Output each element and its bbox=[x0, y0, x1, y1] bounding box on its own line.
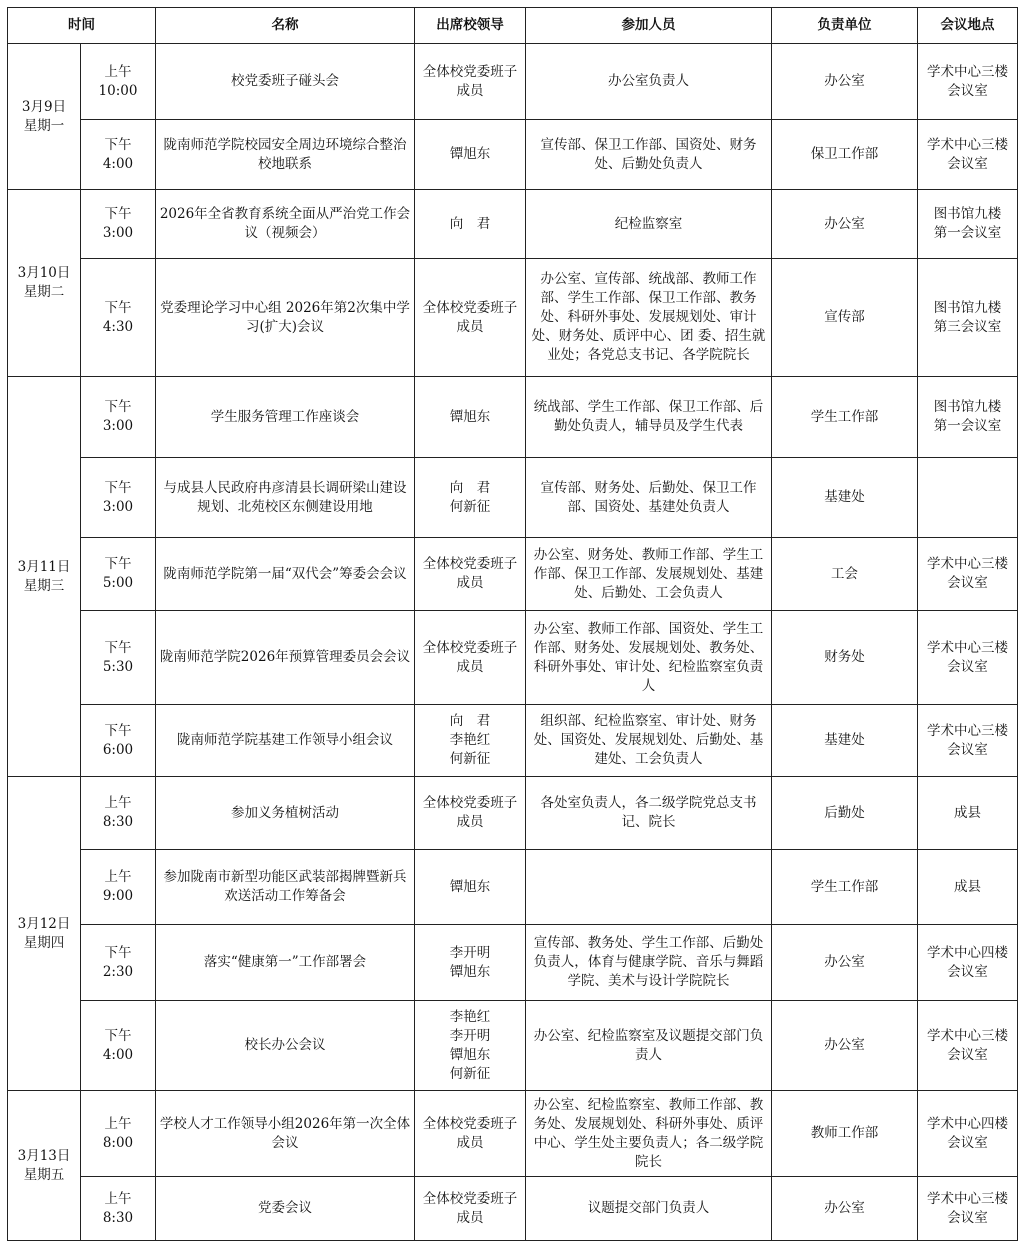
header-name: 名称 bbox=[156, 8, 415, 44]
unit-cell: 办公室 bbox=[772, 925, 918, 1001]
location-cell: 学术中心三楼 会议室 bbox=[918, 611, 1018, 705]
participants-cell: 各处室负责人，各二级学院党总支书记、院长 bbox=[526, 777, 772, 850]
participants-cell: 宣传部、财务处、后勤处、保卫工作部、国资处、基建处负责人 bbox=[526, 458, 772, 538]
time-cell: 下午 4:00 bbox=[81, 1001, 156, 1091]
leader-cell: 全体校党委班子 成员 bbox=[415, 777, 526, 850]
header-time: 时间 bbox=[8, 8, 156, 44]
table-row bbox=[8, 1001, 1018, 1091]
time-cell: 下午 6:00 bbox=[81, 705, 156, 777]
location-cell: 学术中心三楼 会议室 bbox=[918, 44, 1018, 120]
time-cell: 下午 3:00 bbox=[81, 458, 156, 538]
meeting-schedule-table bbox=[7, 7, 1018, 1241]
leader-cell: 全体校党委班子 成员 bbox=[415, 1091, 526, 1177]
unit-cell: 基建处 bbox=[772, 458, 918, 538]
table-row bbox=[8, 1177, 1018, 1241]
leader-cell: 镡旭东 bbox=[415, 377, 526, 458]
participants-cell: 办公室、宣传部、统战部、教师工作部、学生工作部、保卫工作部、教务处、科研外事处、发展规划处、审计处、财务处、质评中心、团 委、招生就业处；各党总支书记、各学院院长 bbox=[526, 259, 772, 377]
table-row bbox=[8, 377, 1018, 458]
table-row bbox=[8, 44, 1018, 120]
time-cell: 下午 3:00 bbox=[81, 377, 156, 458]
unit-cell: 办公室 bbox=[772, 1177, 918, 1241]
location-cell: 图书馆九楼 第三会议室 bbox=[918, 259, 1018, 377]
leader-cell: 全体校党委班子 成员 bbox=[415, 611, 526, 705]
unit-cell: 工会 bbox=[772, 538, 918, 611]
location-cell: 学术中心四楼 会议室 bbox=[918, 1091, 1018, 1177]
leader-cell: 全体校党委班子 成员 bbox=[415, 44, 526, 120]
meeting-name-cell: 陇南师范学院2026年预算管理委员会会议 bbox=[156, 611, 415, 705]
leader-cell: 镡旭东 bbox=[415, 120, 526, 190]
location-cell: 学术中心三楼 会议室 bbox=[918, 120, 1018, 190]
time-cell: 下午 5:30 bbox=[81, 611, 156, 705]
table-row bbox=[8, 850, 1018, 925]
unit-cell: 保卫工作部 bbox=[772, 120, 918, 190]
table-row bbox=[8, 538, 1018, 611]
participants-cell: 纪检监察室 bbox=[526, 190, 772, 259]
table-row bbox=[8, 458, 1018, 538]
day-cell: 3月9日 星期一 bbox=[8, 44, 81, 190]
participants-cell: 办公室负责人 bbox=[526, 44, 772, 120]
table-row bbox=[8, 611, 1018, 705]
table-row bbox=[8, 705, 1018, 777]
meeting-name-cell: 学校人才工作领导小组2026年第一次全体会议 bbox=[156, 1091, 415, 1177]
table-row bbox=[8, 1091, 1018, 1177]
location-cell: 学术中心三楼 会议室 bbox=[918, 705, 1018, 777]
participants-cell: 办公室、纪检监察室及议题提交部门负责人 bbox=[526, 1001, 772, 1091]
location-cell: 图书馆九楼 第一会议室 bbox=[918, 377, 1018, 458]
participants-cell: 议题提交部门负责人 bbox=[526, 1177, 772, 1241]
meeting-name-cell: 落实“健康第一”工作部署会 bbox=[156, 925, 415, 1001]
meeting-name-cell: 校党委班子碰头会 bbox=[156, 44, 415, 120]
meeting-name-cell: 陇南师范学院校园安全周边环境综合整治校地联系 bbox=[156, 120, 415, 190]
leader-cell: 李艳红 李开明 镡旭东 何新征 bbox=[415, 1001, 526, 1091]
time-cell: 上午 8:30 bbox=[81, 777, 156, 850]
meeting-name-cell: 陇南师范学院第一届“双代会”筹委会会议 bbox=[156, 538, 415, 611]
participants-cell bbox=[526, 850, 772, 925]
meeting-name-cell: 校长办公会议 bbox=[156, 1001, 415, 1091]
time-cell: 下午 3:00 bbox=[81, 190, 156, 259]
meeting-name-cell: 党委理论学习中心组 2026年第2次集中学习(扩大)会议 bbox=[156, 259, 415, 377]
table-row bbox=[8, 190, 1018, 259]
meeting-name-cell: 参加义务植树活动 bbox=[156, 777, 415, 850]
table-row bbox=[8, 120, 1018, 190]
meeting-name-cell: 党委会议 bbox=[156, 1177, 415, 1241]
meeting-name-cell: 与成县人民政府冉彦清县长调研梁山建设规划、北苑校区东侧建设用地 bbox=[156, 458, 415, 538]
time-cell: 下午 5:00 bbox=[81, 538, 156, 611]
unit-cell: 后勤处 bbox=[772, 777, 918, 850]
leader-cell: 向 君 何新征 bbox=[415, 458, 526, 538]
time-cell: 上午 9:00 bbox=[81, 850, 156, 925]
unit-cell: 基建处 bbox=[772, 705, 918, 777]
unit-cell: 财务处 bbox=[772, 611, 918, 705]
unit-cell: 办公室 bbox=[772, 1001, 918, 1091]
header-row bbox=[8, 8, 1018, 44]
header-unit: 负责单位 bbox=[772, 8, 918, 44]
unit-cell: 办公室 bbox=[772, 190, 918, 259]
location-cell: 学术中心四楼 会议室 bbox=[918, 925, 1018, 1001]
leader-cell: 全体校党委班子 成员 bbox=[415, 538, 526, 611]
participants-cell: 办公室、纪检监察室、教师工作部、教务处、发展规划处、科研外事处、质评中心、学生处主要负责人；各二级学院院长 bbox=[526, 1091, 772, 1177]
leader-cell: 李开明 镡旭东 bbox=[415, 925, 526, 1001]
meeting-name-cell: 2026年全省教育系统全面从严治党工作会议（视频会） bbox=[156, 190, 415, 259]
location-cell: 图书馆九楼 第一会议室 bbox=[918, 190, 1018, 259]
day-cell: 3月13日 星期五 bbox=[8, 1091, 81, 1241]
participants-cell: 办公室、财务处、教师工作部、学生工作部、保卫工作部、发展规划处、基建处、后勤处、工会负责人 bbox=[526, 538, 772, 611]
participants-cell: 办公室、教师工作部、国资处、学生工作部、财务处、发展规划处、教务处、科研外事处、审计处、纪检监察室负责人 bbox=[526, 611, 772, 705]
location-cell: 成县 bbox=[918, 777, 1018, 850]
unit-cell: 学生工作部 bbox=[772, 850, 918, 925]
leader-cell: 向 君 bbox=[415, 190, 526, 259]
unit-cell: 学生工作部 bbox=[772, 377, 918, 458]
leader-cell: 全体校党委班子 成员 bbox=[415, 259, 526, 377]
table-row bbox=[8, 259, 1018, 377]
header-participants: 参加人员 bbox=[526, 8, 772, 44]
location-cell: 学术中心三楼 会议室 bbox=[918, 1177, 1018, 1241]
time-cell: 上午 10:00 bbox=[81, 44, 156, 120]
leader-cell: 全体校党委班子 成员 bbox=[415, 1177, 526, 1241]
unit-cell: 办公室 bbox=[772, 44, 918, 120]
location-cell: 学术中心三楼 会议室 bbox=[918, 1001, 1018, 1091]
unit-cell: 教师工作部 bbox=[772, 1091, 918, 1177]
location-cell bbox=[918, 458, 1018, 538]
leader-cell: 镡旭东 bbox=[415, 850, 526, 925]
participants-cell: 宣传部、保卫工作部、国资处、财务处、后勤处负责人 bbox=[526, 120, 772, 190]
table-row bbox=[8, 925, 1018, 1001]
meeting-name-cell: 学生服务管理工作座谈会 bbox=[156, 377, 415, 458]
meeting-name-cell: 陇南师范学院基建工作领导小组会议 bbox=[156, 705, 415, 777]
time-cell: 下午 4:00 bbox=[81, 120, 156, 190]
day-cell: 3月10日 星期二 bbox=[8, 190, 81, 377]
table-row bbox=[8, 777, 1018, 850]
participants-cell: 宣传部、教务处、学生工作部、后勤处负责人，体育与健康学院、音乐与舞蹈学院、美术与设计学院院长 bbox=[526, 925, 772, 1001]
participants-cell: 统战部、学生工作部、保卫工作部、后勤处负责人，辅导员及学生代表 bbox=[526, 377, 772, 458]
meeting-name-cell: 参加陇南市新型功能区武装部揭牌暨新兵欢送活动工作筹备会 bbox=[156, 850, 415, 925]
time-cell: 上午 8:30 bbox=[81, 1177, 156, 1241]
participants-cell: 组织部、纪检监察室、审计处、财务处、国资处、发展规划处、后勤处、基建处、工会负责人 bbox=[526, 705, 772, 777]
header-location: 会议地点 bbox=[918, 8, 1018, 44]
time-cell: 下午 4:30 bbox=[81, 259, 156, 377]
time-cell: 下午 2:30 bbox=[81, 925, 156, 1001]
location-cell: 学术中心三楼 会议室 bbox=[918, 538, 1018, 611]
location-cell: 成县 bbox=[918, 850, 1018, 925]
time-cell: 上午 8:00 bbox=[81, 1091, 156, 1177]
unit-cell: 宣传部 bbox=[772, 259, 918, 377]
day-cell: 3月11日 星期三 bbox=[8, 377, 81, 777]
leader-cell: 向 君 李艳红 何新征 bbox=[415, 705, 526, 777]
header-leader: 出席校领导 bbox=[415, 8, 526, 44]
day-cell: 3月12日 星期四 bbox=[8, 777, 81, 1091]
